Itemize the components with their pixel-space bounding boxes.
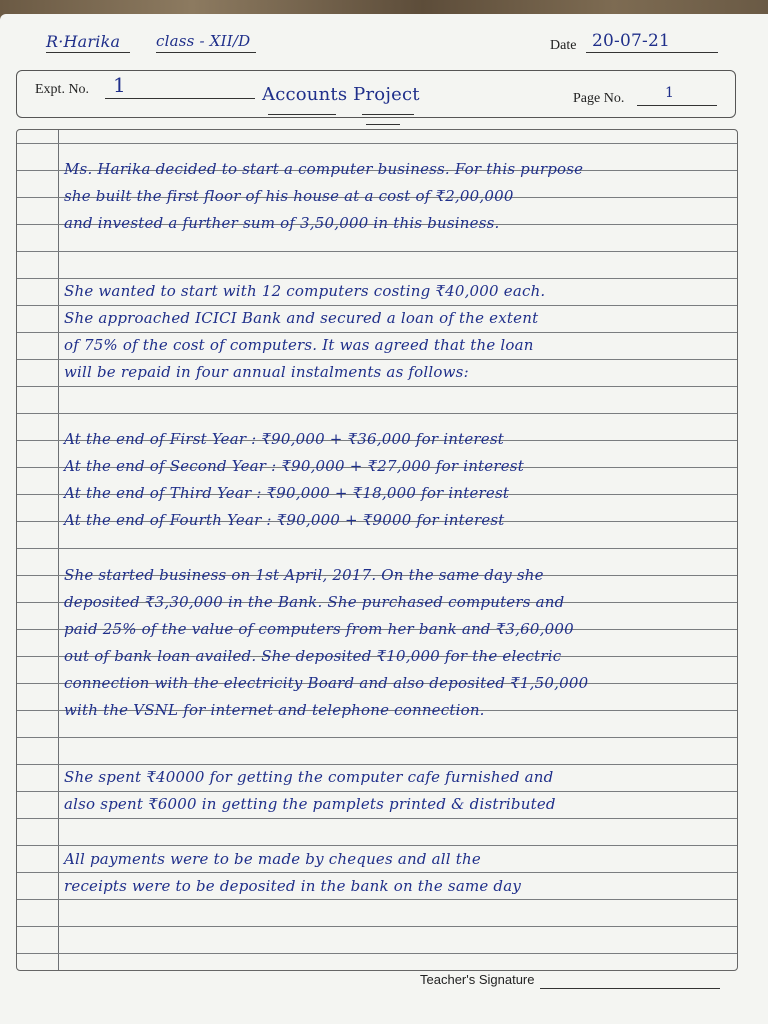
instalment-line: At the end of Second Year : ₹90,000 + ₹27,000 for interest [64,457,524,475]
paragraph-instalments [64,426,524,534]
ruled-line [17,548,737,549]
expt-label: Expt. No. [35,82,90,97]
page-title: Accounts Project [262,84,420,105]
text-line: with the VSNL for internet and telephone connection. [64,701,485,719]
text-line: of 75% of the cost of computers. It was agreed that the loan [64,336,534,354]
date-value: 20-07-21 [592,31,670,51]
text-line: Ms. Harika decided to start a computer business. For this purpose [64,160,584,178]
title-underline-left [268,114,336,115]
text-line: receipts were to be deposited in the bank on the same day [64,877,522,895]
page-label: Page No. [573,91,625,106]
paragraph-payments [64,846,521,900]
text-line: also spent ₹6000 in getting the pamplets printed & distributed [64,795,556,813]
paragraph-loan [64,278,545,386]
text-line: She wanted to start with 12 computers costing ₹40,000 each. [64,282,546,300]
ruled-line [17,737,737,738]
margin-line [58,130,59,970]
title-underline-right [362,114,414,115]
paragraph-expenses [64,764,556,818]
student-class: class - XII/D [156,32,251,50]
paragraph-start [64,562,588,724]
ruled-line [17,818,737,819]
instalment-line: At the end of First Year : ₹90,000 + ₹36,000 for interest [64,430,504,448]
date-underline [586,52,718,53]
date-label: Date [550,38,577,53]
page-value: 1 [665,85,675,101]
expt-underline [105,98,255,99]
ruled-line [17,386,737,387]
instalment-line: At the end of Third Year : ₹90,000 + ₹18,000 for interest [64,484,510,502]
text-line: connection with the electricity Board and also deposited ₹1,50,000 [64,674,589,692]
signature-label: Teacher's Signature [420,972,535,987]
ruled-line [17,953,737,954]
ruled-line [17,251,737,252]
instalment-line: At the end of Fourth Year : ₹90,000 + ₹9000 for interest [64,511,505,529]
text-line: she built the first floor of his house at a cost of ₹2,00,000 [64,187,514,205]
ruled-line [17,143,737,144]
text-line: She approached ICICI Bank and secured a loan of the extent [64,309,539,327]
name-underline [46,52,130,53]
text-line: out of bank loan availed. She deposited ₹10,000 for the electric [64,647,562,665]
text-line: She started business on 1st April, 2017. On the same day she [64,566,544,584]
text-line: She spent ₹40000 for getting the computer cafe furnished and [64,768,554,786]
text-line: paid 25% of the value of computers from her bank and ₹3,60,000 [64,620,574,638]
text-line: deposited ₹3,30,000 in the Bank. She purchased computers and [64,593,565,611]
ruled-line [17,926,737,927]
class-underline [156,52,256,53]
notebook-page [0,14,768,1024]
text-line: will be repaid in four annual instalments as follows: [64,363,469,381]
page-underline [637,105,717,106]
title-double-underline [366,124,400,125]
expt-value: 1 [113,73,126,97]
text-line: All payments were to be made by cheques and all the [64,850,481,868]
student-name: R·Harika [46,32,121,51]
ruled-area [16,129,738,971]
signature-line [540,988,720,989]
paragraph-intro [64,156,583,237]
text-line: and invested a further sum of 3,50,000 in this business. [64,214,500,232]
ruled-line [17,413,737,414]
